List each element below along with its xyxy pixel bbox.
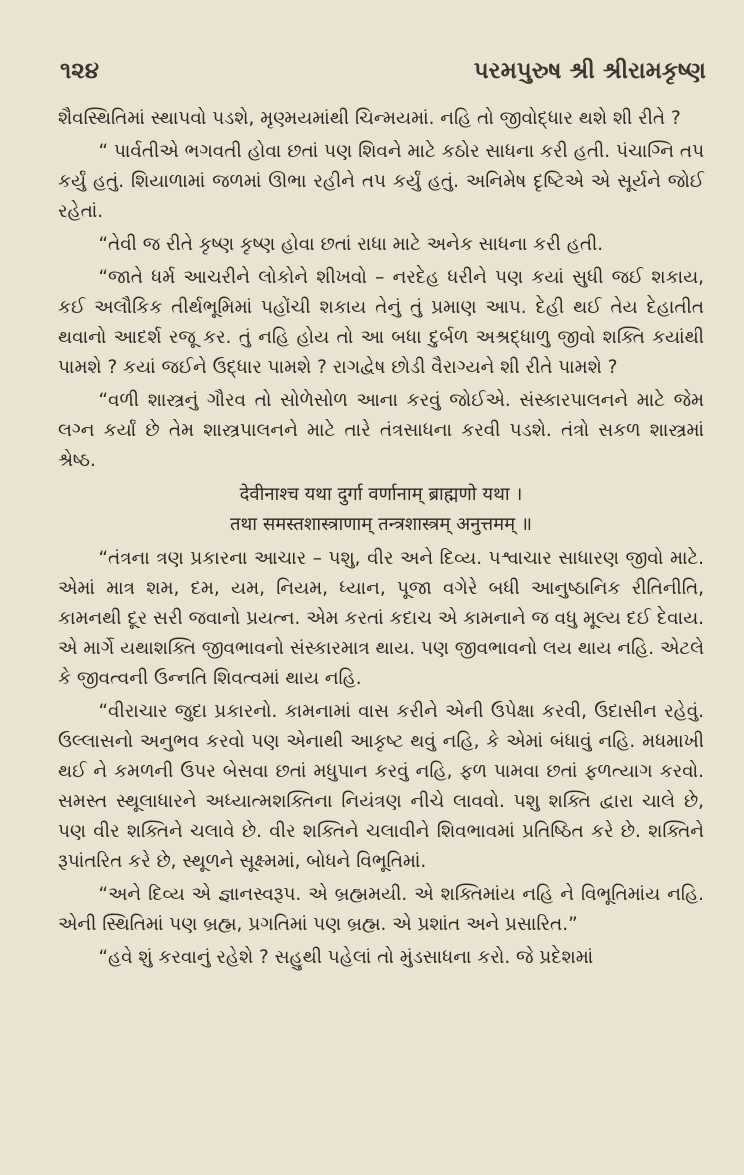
- body-text: [58, 104, 704, 976]
- verse-line: देवीनाश्च यथा दुर्गा वर्णानाम् ब्राह्मणो यथा ।: [239, 484, 523, 505]
- paragraph: “તંત્રના ત્રણ પ્રકારના આચાર – પશુ, વીર અને દિવ્ય. પશ્વાચાર સાધારણ જીવો માટે. એમાં માત્ર શમ, દમ, યમ, નિયમ, ધ્યાન, પૂજા વગેરે બધી આનુષ્ઠાનિક રીતિનીતિ, કામનથી દૂર સરી જવાનો પ્રયત્ન. એમ કરતાં કદાચ એ કામનાને જ વધુ મૂલ્ય દઈ દેવાય. એ માર્ગે યથાશક્તિ જીવભાવનો સંસ્કારમાત્ર થાય. પણ જીવભાવનો લય થાય નહિ. એટલે કે જીવત્વની ઉન્નતિ શિવત્વમાં થાય નહિ.: [58, 548, 704, 689]
- paragraph: “ પાર્વતીએ ભગવતી હોવા છતાં પણ શિવને માટે કઠોર સાધના કરી હતી. પંચાગ્નિ તપ કર્યું હતું. શિયાળામાં જળમાં ઊભા રહીને તપ કર્યું હતું. અનિમેષ દૃષ્ટિએ એ સૂર્યને જોઈ રહેતાં.: [58, 141, 704, 222]
- page-number: ૧૨૪: [60, 58, 100, 84]
- paragraph: “વીરાચાર જુદા પ્રકારનો. કામનામાં વાસ કરીને એની ઉપેક્ષા કરવી, ઉદાસીન રહેવું. ઉલ્લાસનો અનુભવ કરવો પણ એનાથી આકૃષ્ટ થવું નહિ, કે એમાં બંધાવું નહિ. મધમાખી થઈ ને કમળની ઉપર બેસવા છતાં મધુપાન કરવું નહિ, ફળ પામવા છતાં ફળત્યાગ કરવો. સમસ્ત સ્થૂલાધારને અધ્યાત્મશક્તિના નિયંત્રણ નીચે લાવવો. પશુ શક્તિ દ્વારા ચાલે છે, પણ વીર શક્તિને ચલાવે છે. વીર શક્તિને ચલાવીને શિવભાવમાં પ્રતિષ્ઠિત કરે છે. શક્તિને રૂપાંતરિત કરે છે, સ્થૂળને સૂક્ષ્મમાં, બોધને વિભૂતિમાં.: [58, 701, 704, 872]
- paragraph: શૈવસ્થિતિમાં સ્થાપવો પડશે, મૃણ્મયમાંથી ચિન્મયમાં. નહિ તો જીવોદ્ધાર થશે શી રીતે ?: [58, 108, 681, 129]
- paragraph: “અને દિવ્ય એ જ્ઞાનસ્વરૂપ. એ બ્રહ્મમયી. એ શક્તિમાંય નહિ ને વિભૂતિમાંય નહિ. એની સ્થિતિમાં પણ બ્રહ્મ, પ્રગતિમાં પણ બ્રહ્મ. એ પ્રશાંત અને પ્રસારિત.”: [58, 884, 704, 935]
- running-title: પરમપુરુષ શ્રી શ્રીરામકૃષ્ણ: [473, 58, 706, 84]
- sanskrit-verse: [58, 480, 704, 540]
- paragraph: “જાતે ધર્મ આચરીને લોકોને શીખવો – નરદેહ ધરીને પણ કયાં સુધી જઈ શકાય, કઈ અલૌકિક તીર્થભૂમિમાં પહોંચી શકાય તેનું તું પ્રમાણ આપ. દેહી થઈ તેય દેહાતીત થવાનો આદર્શ રજૂ કર. તું નહિ હોય તો આ બધા દુર્બળ અશ્રદ્ધાળુ જીવો શક્તિ કયાંથી પામશે ? કયાં જઈને ઉદ્ધાર પામશે ? રાગદ્વેષ છોડી વૈરાગ્યને શી રીતે પામશે ?: [58, 267, 704, 378]
- paragraph: “તેવી જ રીતે કૃષ્ણ કૃષ્ણ હોવા છતાં રાધા માટે અનેક સાધના કરી હતી.: [98, 234, 604, 255]
- paragraph: “વળી શાસ્ત્રનું ગૌરવ તો સોળેસોળ આના કરવું જોઈએ. સંસ્કારપાલનને માટે જેમ લગ્ન કર્યાં છે તેમ શાસ્ત્રપાલનને માટે તારે તંત્રસાધના કરવી પડશે. તંત્રો સકળ શાસ્ત્રમાં શ્રેષ્ઠ.: [58, 390, 704, 471]
- page-header: [60, 58, 706, 90]
- verse-line: तथा समस्तशास्त्राणाम् तन्त्रशास्त्रम् अनुत्तमम् ॥: [229, 514, 532, 535]
- paragraph: “હવે શું કરવાનું રહેશે ? સહુથી પહેલાં તો મુંડસાધના કરો. જે પ્રદેશમાં: [98, 947, 594, 968]
